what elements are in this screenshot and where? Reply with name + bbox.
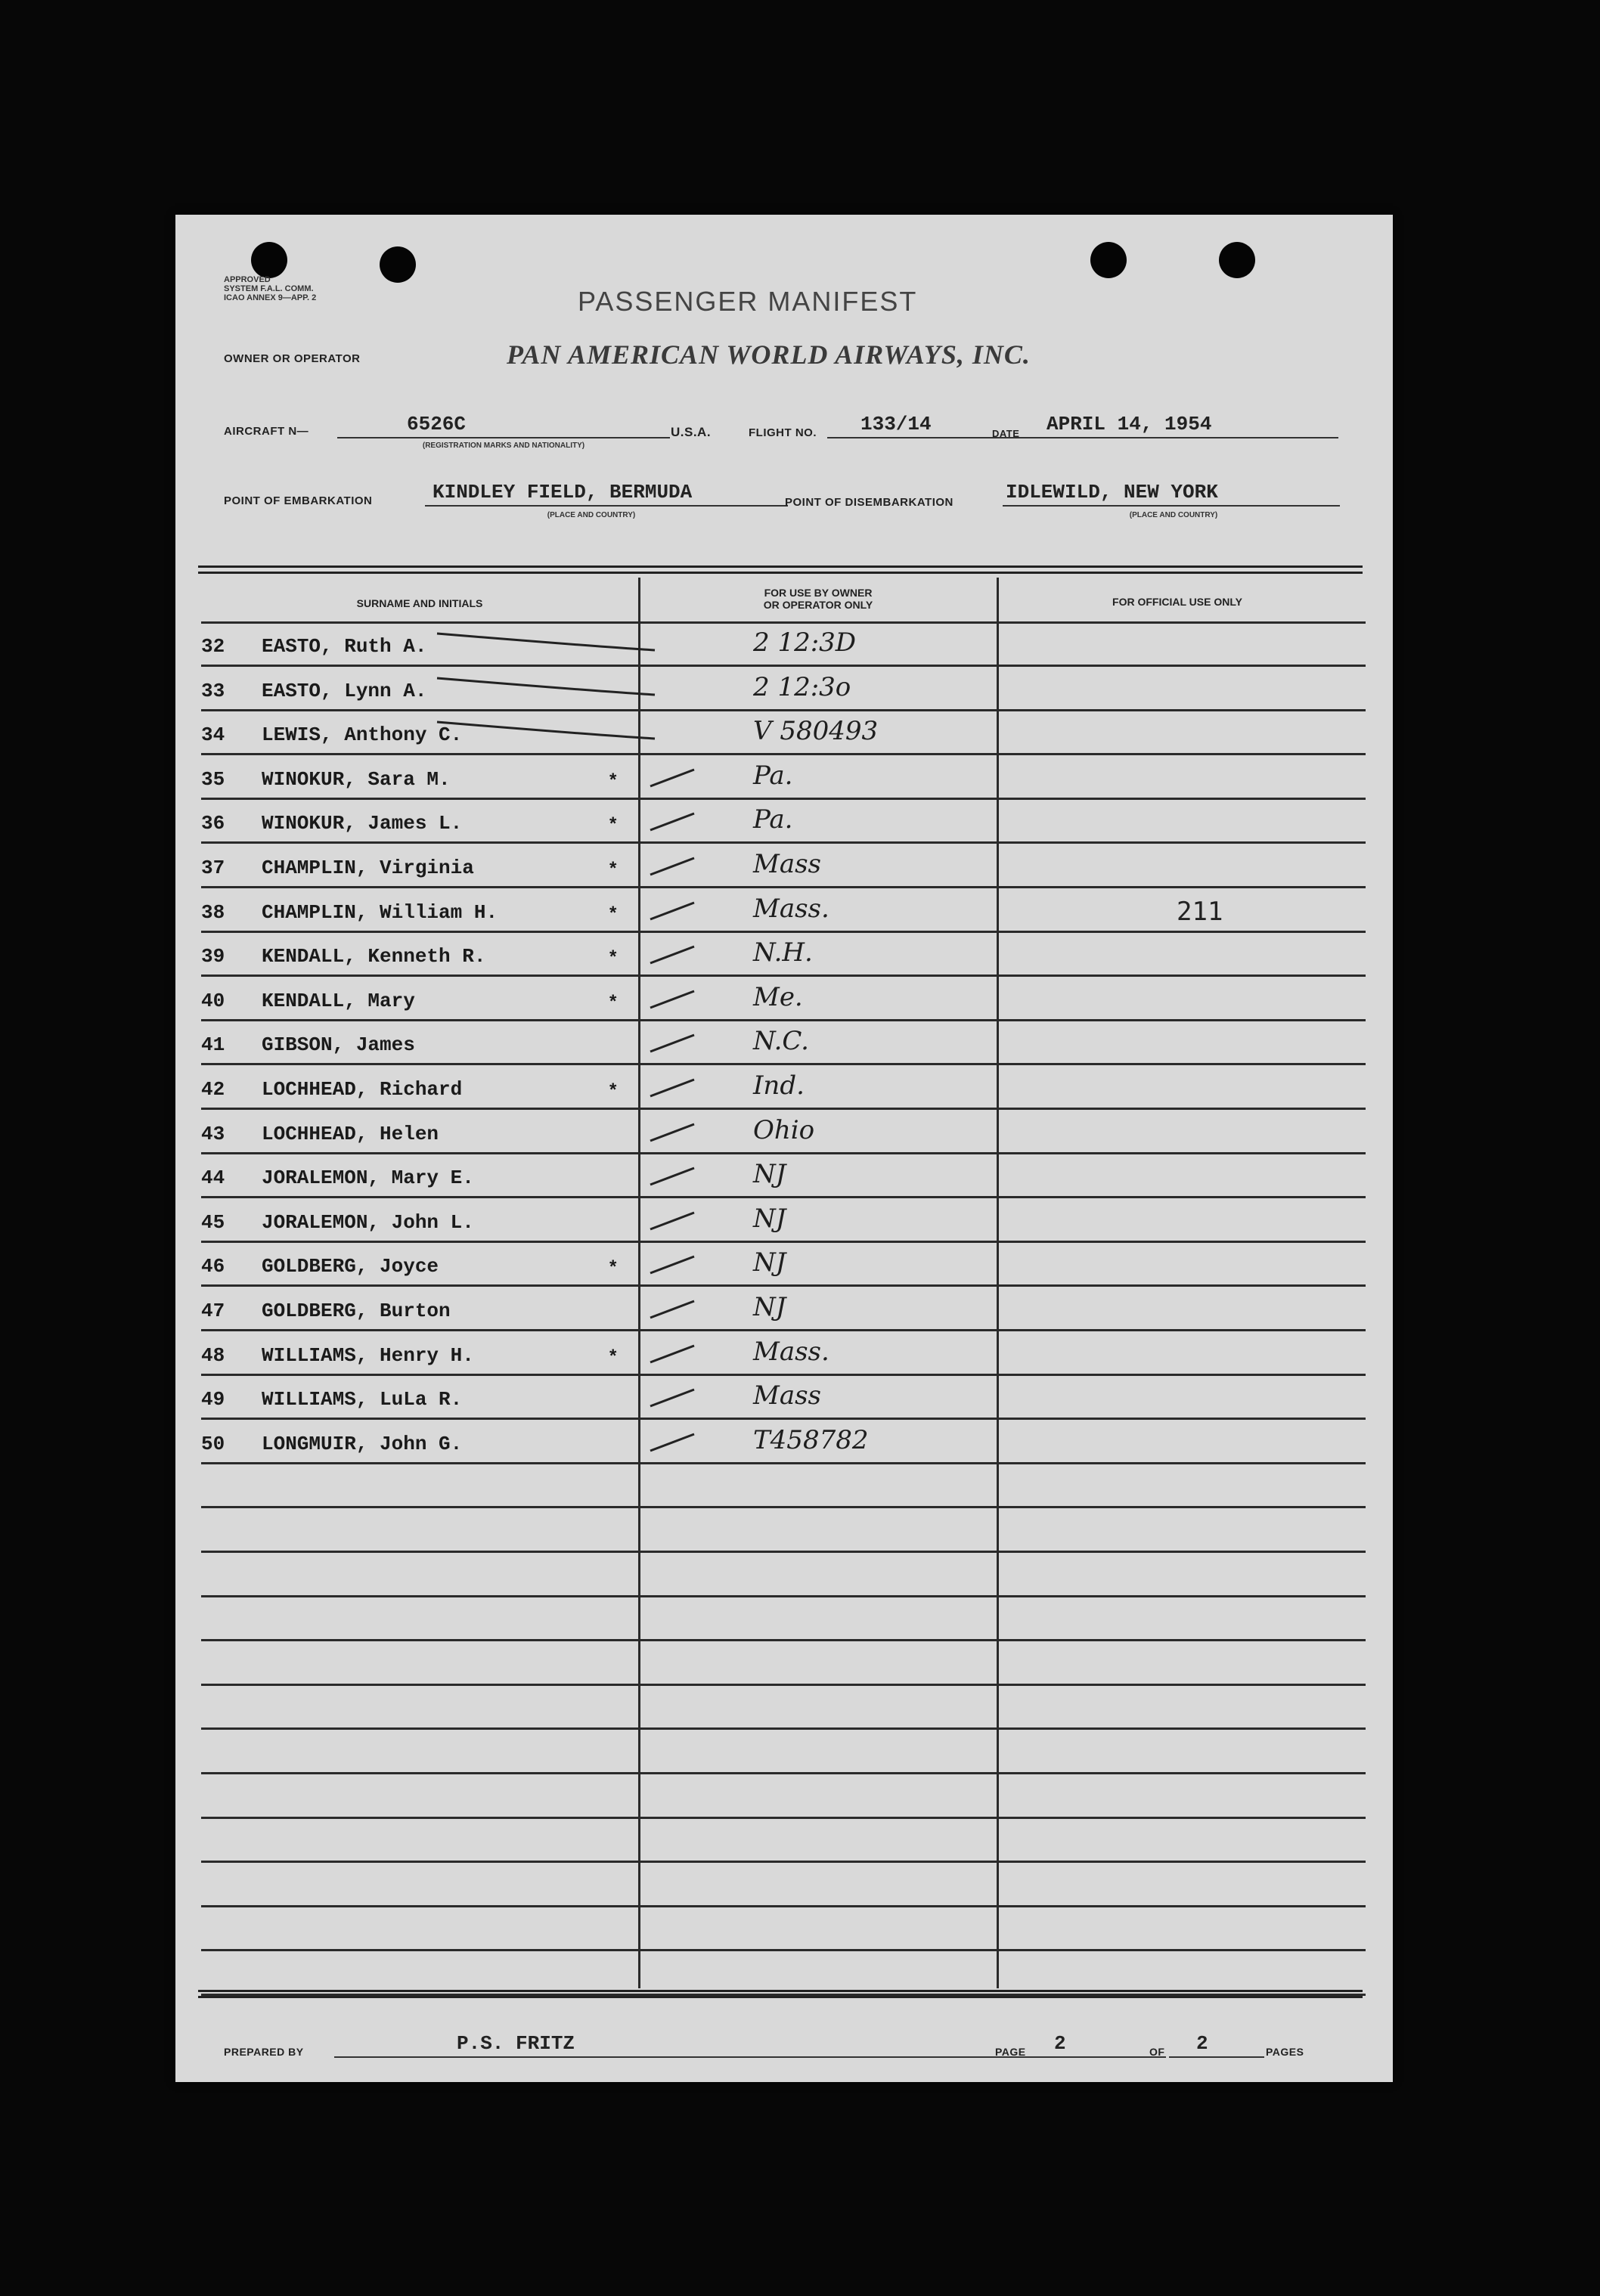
passenger-name: JORALEMON, John L.: [262, 1210, 474, 1234]
stamp-line: ICAO ANNEX 9—APP. 2: [224, 293, 317, 302]
passenger-name: LEWIS, Anthony C.: [262, 724, 463, 747]
passenger-name: JORALEMON, Mary E.: [262, 1167, 474, 1190]
check-tick-mark: [649, 851, 717, 881]
row-rule: [201, 1152, 1366, 1154]
disembark-underline: [1003, 505, 1340, 507]
passenger-name: WINOKUR, James L.: [262, 812, 463, 835]
operator-note: 2 12:3D: [753, 627, 857, 658]
table-row: [201, 1111, 1366, 1154]
operator-note: NJ: [753, 1203, 786, 1234]
surname-column-header: SURNAME AND INITIALS: [356, 597, 483, 609]
aircraft-sub: (REGISTRATION MARKS AND NATIONALITY): [422, 442, 585, 450]
disembark-sub: (PLACE AND COUNTRY): [1129, 511, 1218, 519]
page-label: PAGE: [995, 2046, 1026, 2058]
row-rule: [201, 1374, 1366, 1376]
owner-use-header-line: OR OPERATOR ONLY: [763, 599, 873, 611]
row-number: 37: [201, 857, 225, 879]
row-rule: [201, 1329, 1366, 1331]
owner-use-column-header: [640, 587, 996, 611]
row-rule: [201, 1639, 1366, 1641]
check-tick-mark: [649, 984, 717, 1014]
disembark-value: IDLEWILD, NEW YORK: [1006, 481, 1218, 504]
row-rule: [201, 753, 1366, 755]
punch-hole: [1219, 242, 1255, 278]
of-underline: [1169, 2056, 1264, 2058]
check-tick-mark: [649, 939, 717, 969]
aircraft-underline: [337, 437, 670, 438]
blank-table-row: [201, 1554, 1366, 1597]
passenger-name: EASTO, Lynn A.: [262, 679, 427, 702]
table-row: [201, 933, 1366, 977]
operator-note: N.H.: [753, 937, 813, 968]
row-rule: [201, 1684, 1366, 1686]
asterisk-mark: *: [609, 1256, 617, 1278]
row-number: 32: [201, 635, 225, 658]
usa-label: U.S.A.: [671, 425, 712, 439]
table-row: [201, 1021, 1366, 1065]
row-rule: [201, 709, 1366, 711]
passenger-name: WINOKUR, Sara M.: [262, 767, 451, 791]
row-rule: [201, 886, 1366, 888]
row-number: 48: [201, 1343, 225, 1367]
row-rule: [201, 1462, 1366, 1464]
check-tick-mark: [649, 1027, 717, 1058]
blank-table-row: [201, 1731, 1366, 1774]
disembark-label: POINT OF DISEMBARKATION: [785, 496, 953, 509]
operator-note: Mass: [753, 1380, 821, 1411]
approval-stamp: [224, 275, 316, 302]
table-row: [201, 756, 1366, 800]
table-row: [201, 1376, 1366, 1420]
operator-note: NJ: [753, 1159, 786, 1190]
row-number: 42: [201, 1078, 225, 1101]
table-row: [201, 1287, 1366, 1331]
flight-value: 133/14: [860, 413, 932, 435]
table-bottom-rule: [198, 1996, 1363, 1998]
prepared-label: PREPARED BY: [224, 2046, 304, 2058]
row-rule: [201, 1727, 1366, 1730]
table-row: [201, 1199, 1366, 1243]
passenger-name: WILLIAMS, Henry H.: [262, 1343, 474, 1367]
date-label: DATE: [992, 428, 1020, 439]
row-number: 41: [201, 1033, 225, 1057]
passenger-name: LOCHHEAD, Helen: [262, 1122, 439, 1145]
check-tick-mark: [649, 1382, 717, 1412]
row-number: 35: [201, 767, 225, 791]
row-rule: [201, 1108, 1366, 1110]
blank-table-row: [201, 1775, 1366, 1819]
of-label: OF: [1149, 2046, 1165, 2058]
row-number: 50: [201, 1432, 225, 1455]
table-top-rule: [198, 572, 1363, 574]
official-note: 211: [1177, 896, 1223, 927]
blank-table-row: [201, 1464, 1366, 1508]
table-bottom-rule: [198, 1990, 1363, 1992]
passenger-name: WILLIAMS, LuLa R.: [262, 1388, 463, 1411]
check-tick-mark: [649, 674, 717, 704]
blank-table-row: [201, 1686, 1366, 1730]
asterisk-mark: *: [609, 1345, 617, 1366]
operator-note: NJ: [753, 1247, 786, 1278]
blank-table-row: [201, 1597, 1366, 1641]
operator-note: Pa.: [753, 760, 793, 791]
operator-note: Me.: [753, 981, 803, 1012]
date-value: APRIL 14, 1954: [1047, 413, 1212, 435]
check-tick-mark: [649, 1338, 717, 1368]
official-use-column-header: FOR OFFICIAL USE ONLY: [1112, 596, 1242, 608]
operator-note: Ohio: [753, 1114, 815, 1145]
row-rule: [201, 1196, 1366, 1198]
prepared-underline: [334, 2056, 1166, 2058]
date-underline: [1028, 437, 1338, 438]
asterisk-mark: *: [609, 947, 617, 968]
row-rule: [201, 1241, 1366, 1243]
table-row: [201, 889, 1366, 933]
row-number: 49: [201, 1388, 225, 1411]
operator-note: V 580493: [753, 716, 879, 747]
operator-note: Pa.: [753, 804, 793, 835]
passenger-name: KENDALL, Mary: [262, 989, 415, 1012]
row-rule: [201, 665, 1366, 667]
owner-name: PAN AMERICAN WORLD AIRWAYS, INC.: [507, 339, 1031, 370]
asterisk-mark: *: [609, 902, 617, 923]
passenger-name: LOCHHEAD, Richard: [262, 1078, 463, 1101]
table-row: [201, 711, 1366, 755]
flight-label: FLIGHT NO.: [749, 426, 817, 439]
row-number: 39: [201, 945, 225, 968]
row-number: 40: [201, 989, 225, 1012]
stamp-line: APPROVED: [224, 275, 271, 284]
operator-note: T458782: [753, 1424, 869, 1455]
passenger-name: EASTO, Ruth A.: [262, 635, 427, 658]
row-rule: [201, 1595, 1366, 1597]
asterisk-mark: *: [609, 990, 617, 1012]
row-rule: [201, 1551, 1366, 1553]
operator-note: 2 12:3o: [753, 671, 851, 702]
passenger-name: GOLDBERG, Burton: [262, 1300, 451, 1322]
operator-note: Mass: [753, 849, 821, 879]
blank-table-row: [201, 1907, 1366, 1951]
row-number: 36: [201, 812, 225, 835]
row-number: 43: [201, 1122, 225, 1145]
aircraft-label: AIRCRAFT N—: [224, 425, 309, 438]
page-value: 2: [1054, 2032, 1066, 2055]
operator-note: NJ: [753, 1292, 786, 1322]
passenger-name: CHAMPLIN, Virginia: [262, 857, 474, 879]
row-number: 45: [201, 1210, 225, 1234]
row-rule: [201, 1905, 1366, 1907]
asterisk-mark: *: [609, 813, 617, 835]
punch-hole: [1090, 242, 1127, 278]
blank-table-row: [201, 1509, 1366, 1553]
row-number: 38: [201, 900, 225, 924]
table-row: [201, 1243, 1366, 1287]
blank-table-row: [201, 1864, 1366, 1907]
passenger-name: CHAMPLIN, William H.: [262, 900, 498, 924]
blank-table-row: [201, 1642, 1366, 1686]
table-row: [201, 1332, 1366, 1376]
operator-note: Ind.: [753, 1071, 805, 1101]
table-row: [201, 1154, 1366, 1198]
operator-note: Mass.: [753, 893, 829, 924]
check-tick-mark: [649, 1160, 717, 1191]
blank-table-row: [201, 1819, 1366, 1863]
row-rule: [201, 798, 1366, 800]
row-rule: [201, 1506, 1366, 1508]
table-row: [201, 844, 1366, 888]
table-row: [201, 668, 1366, 711]
row-rule: [201, 841, 1366, 844]
check-tick-mark: [649, 629, 717, 659]
row-rule: [201, 1063, 1366, 1065]
check-tick-mark: [649, 1117, 717, 1147]
check-tick-mark: [649, 762, 717, 792]
punch-hole: [380, 246, 416, 283]
row-number: 47: [201, 1300, 225, 1322]
row-rule: [201, 1817, 1366, 1819]
operator-note: Mass.: [753, 1336, 829, 1367]
embark-underline: [425, 505, 788, 507]
table-row: [201, 1421, 1366, 1464]
table-row: [201, 623, 1366, 667]
table-row: [201, 1066, 1366, 1110]
check-tick-mark: [649, 1427, 717, 1457]
passenger-name: GOLDBERG, Joyce: [262, 1255, 439, 1278]
aircraft-value: 6526C: [407, 413, 467, 435]
asterisk-mark: *: [609, 1080, 617, 1100]
punch-hole: [251, 242, 287, 278]
row-rule: [201, 1949, 1366, 1951]
row-rule: [201, 1772, 1366, 1774]
owner-label: OWNER OR OPERATOR: [224, 352, 361, 365]
stamp-line: SYSTEM F.A.L. COMM.: [224, 284, 314, 293]
passenger-name: KENDALL, Kenneth R.: [262, 945, 486, 968]
row-rule: [201, 1418, 1366, 1420]
row-rule: [201, 974, 1366, 977]
embark-sub: (PLACE AND COUNTRY): [547, 511, 636, 519]
check-tick-mark: [649, 895, 717, 925]
row-number: 33: [201, 679, 225, 702]
asterisk-mark: *: [609, 769, 617, 790]
table-row: [201, 978, 1366, 1021]
check-tick-mark: [649, 806, 717, 836]
table-top-rule: [198, 565, 1363, 568]
embark-value: KINDLEY FIELD, BERMUDA: [433, 481, 693, 504]
prepared-value: P.S. FRITZ: [457, 2032, 575, 2055]
owner-use-header-line: FOR USE BY OWNER: [764, 587, 873, 599]
row-rule: [201, 931, 1366, 933]
table-row: [201, 800, 1366, 844]
row-number: 46: [201, 1255, 225, 1278]
passenger-name: GIBSON, James: [262, 1033, 415, 1057]
passenger-name: LONGMUIR, John G.: [262, 1432, 463, 1455]
asterisk-mark: *: [609, 858, 617, 878]
check-tick-mark: [649, 1205, 717, 1235]
operator-note: N.C.: [753, 1026, 809, 1057]
row-rule: [201, 1861, 1366, 1863]
check-tick-mark: [649, 1249, 717, 1279]
page-title: PASSENGER MANIFEST: [578, 286, 918, 317]
check-tick-mark: [649, 1072, 717, 1102]
check-tick-mark: [649, 717, 717, 748]
manifest-sheet: [175, 215, 1393, 2082]
row-number: 44: [201, 1167, 225, 1190]
row-number: 34: [201, 724, 225, 747]
embark-label: POINT OF EMBARKATION: [224, 494, 373, 507]
row-rule: [201, 1284, 1366, 1287]
check-tick-mark: [649, 1294, 717, 1324]
of-value: 2: [1196, 2032, 1208, 2055]
pages-label: PAGES: [1266, 2046, 1304, 2058]
row-rule: [201, 1019, 1366, 1021]
